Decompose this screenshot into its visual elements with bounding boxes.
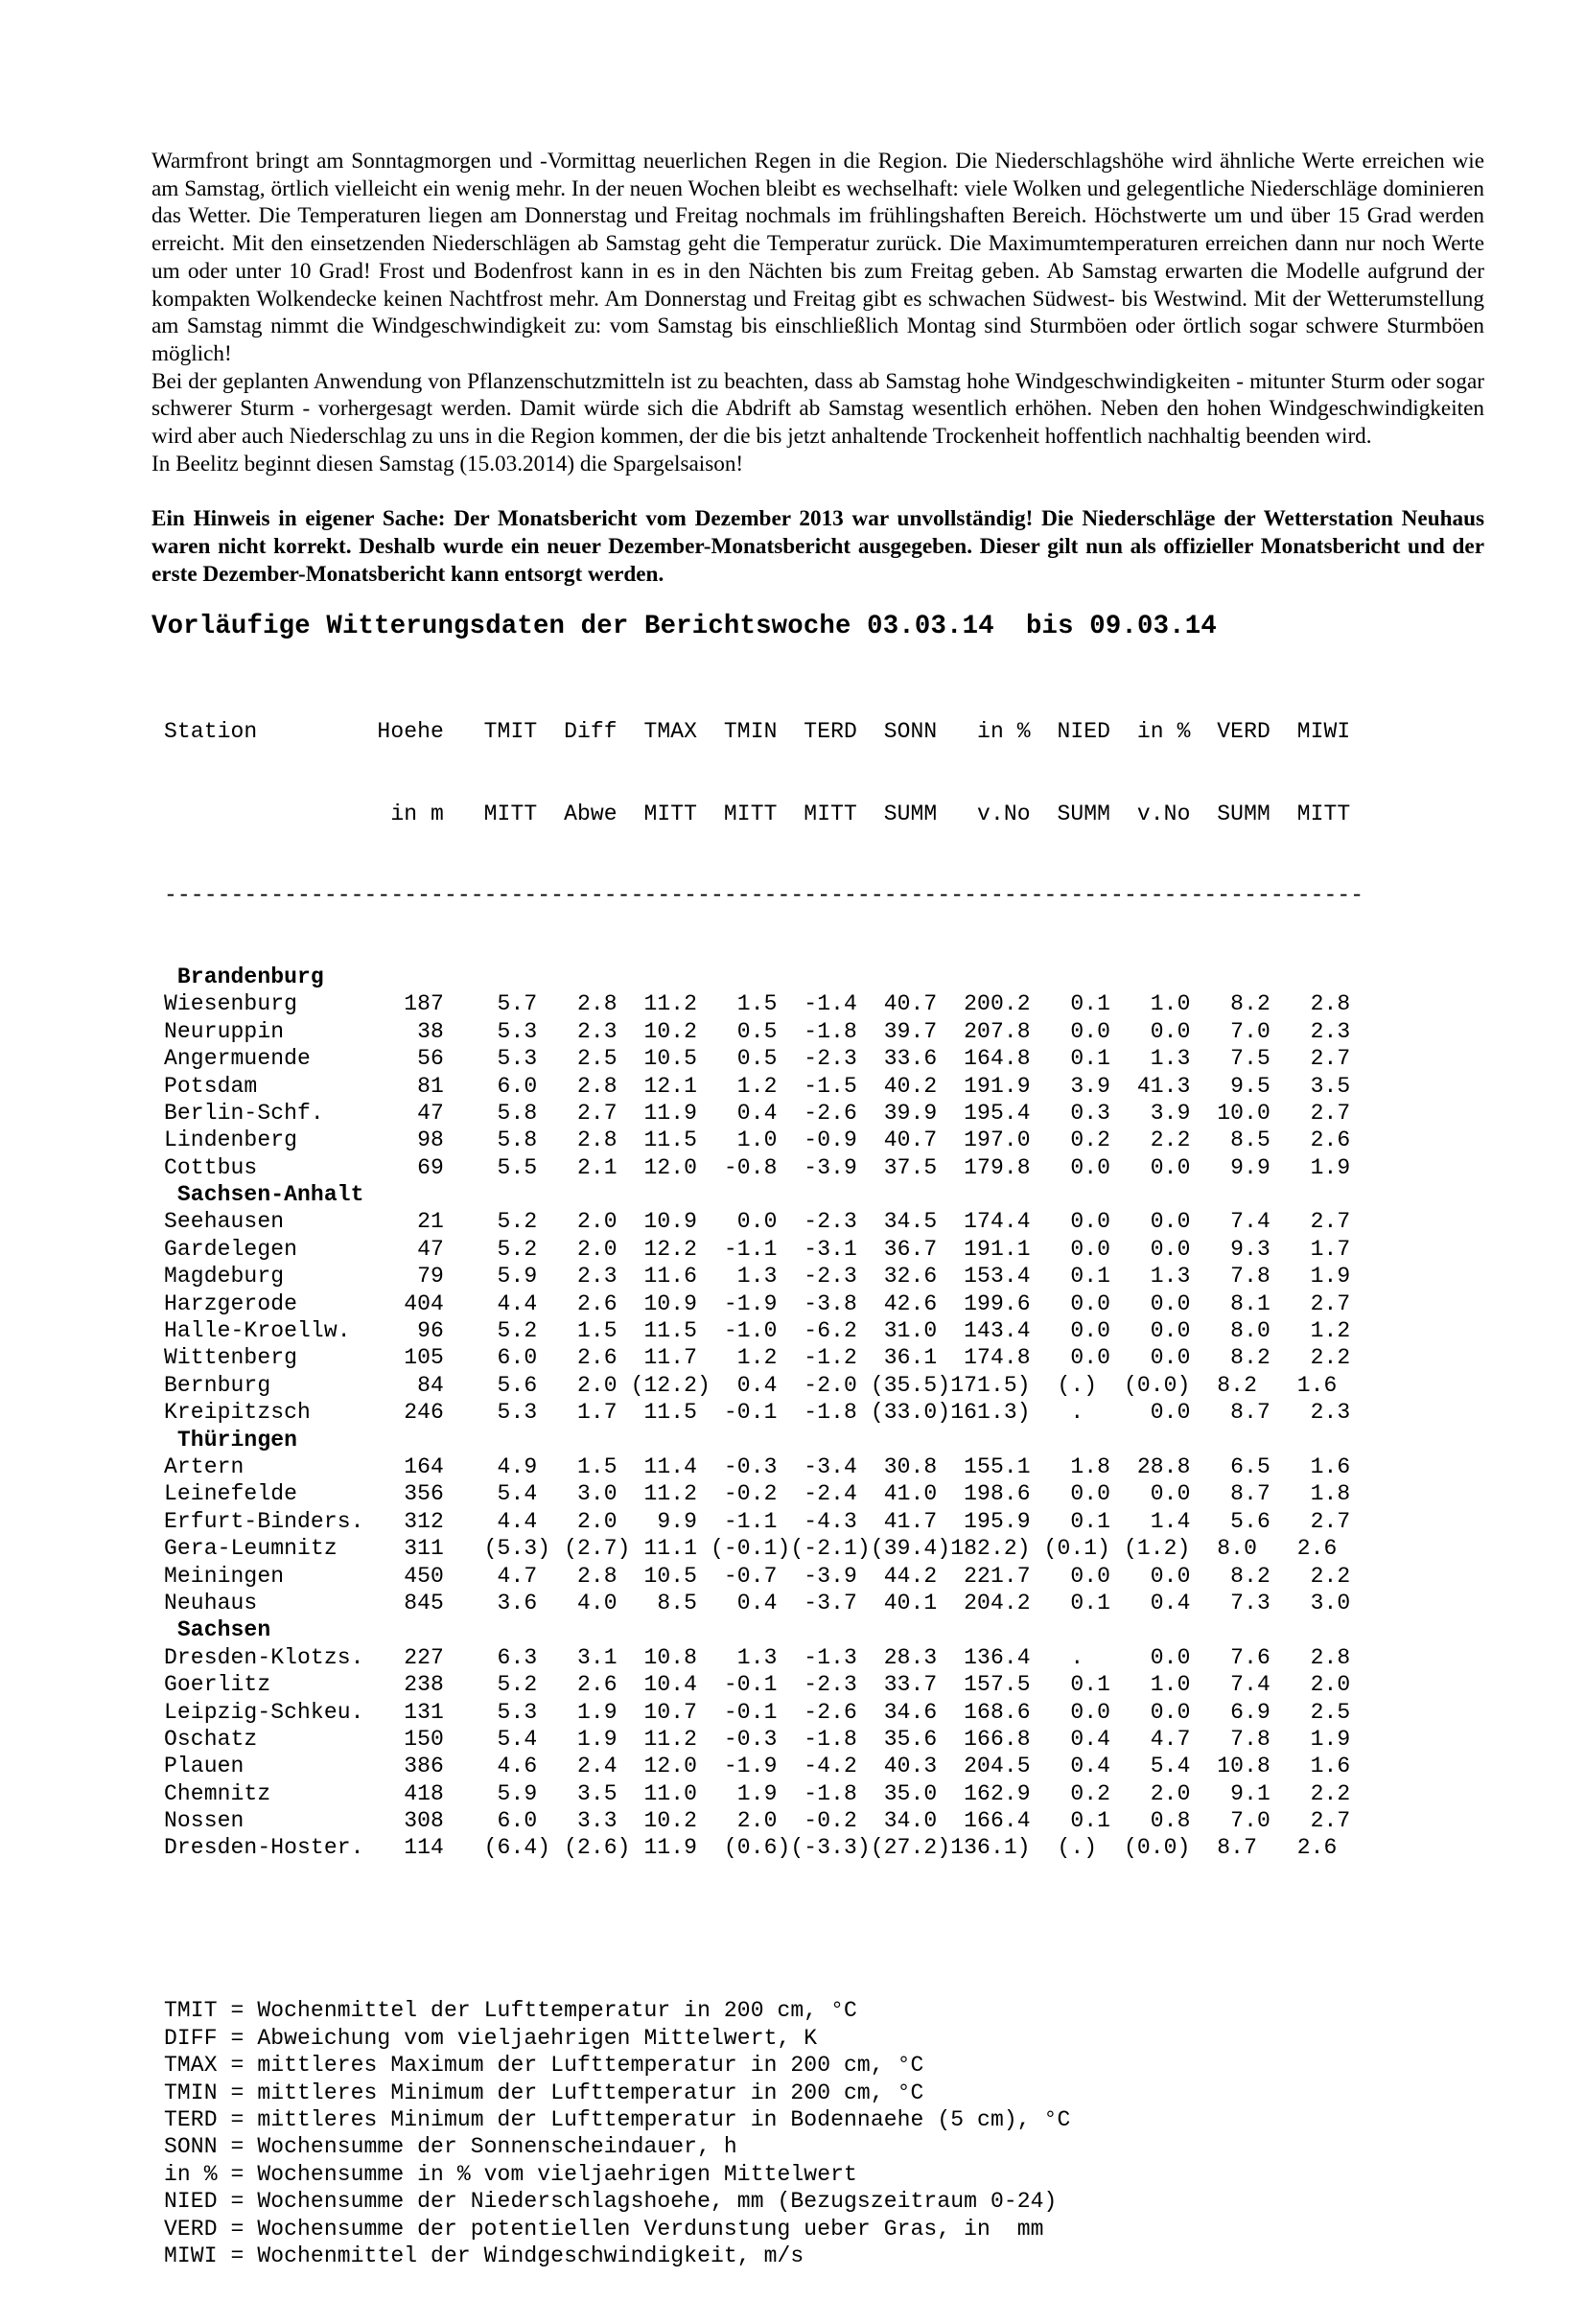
legend-item: SONN = Wochensumme der Sonnenscheindauer, h bbox=[164, 2134, 737, 2160]
table-row: Artern 164 4.9 1.5 11.4 -0.3 -3.4 30.8 155.1 1.8 28.8 6.5 1.6 bbox=[164, 1454, 1351, 1479]
table-row: Halle-Kroellw. 96 5.2 1.5 11.5 -1.0 -6.2 31.0 143.4 0.0 0.0 8.0 1.2 bbox=[164, 1318, 1351, 1344]
legend-item: DIFF = Abweichung vom vieljaehrigen Mittelwert, K bbox=[164, 2025, 818, 2051]
table-header-row-2: in m MITT Abwe MITT MITT MITT SUMM v.No SUMM v.No SUMM MITT bbox=[164, 801, 1351, 826]
table-header-row-1: Station Hoehe TMIT Diff TMAX TMIN TERD SONN in % NIED in % VERD MIWI bbox=[164, 719, 1351, 745]
table-row: Erfurt-Binders. 312 4.4 2.0 9.9 -1.1 -4.3 41.7 195.9 0.1 1.4 5.6 2.7 bbox=[164, 1508, 1351, 1534]
asparagus-season-paragraph: In Beelitz beginnt diesen Samstag (15.03.2014) die Spargelsaison! bbox=[152, 451, 744, 476]
document-page bbox=[152, 148, 1484, 2324]
table-row: Cottbus 69 5.5 2.1 12.0 -0.8 -3.9 37.5 179.8 0.0 0.0 9.9 1.9 bbox=[164, 1154, 1351, 1180]
table-row: Angermuende 56 5.3 2.5 10.5 0.5 -2.3 33.6 164.8 0.1 1.3 7.5 2.7 bbox=[164, 1046, 1351, 1072]
region-heading: Thüringen bbox=[164, 1427, 298, 1452]
plant-protection-paragraph: Bei der geplanten Anwendung von Pflanzenschutzmitteln ist zu beachten, dass ab Samstag hohe Windgeschwindigkeiten - mitunter Sturm oder sogar schwerer Sturm - vorhergesagt werden. Damit würde sich die Abdrift ab Samstag wesentlich erhöhen. Neben den hohen Windgeschwindigkeiten wird aber auch Niederschlag zu uns in die Region kommen, der die bis jetzt anhaltende Trockenheit hoffentlich nachhaltig beenden wird. bbox=[152, 368, 1484, 450]
table-title: Vorläufige Witterungsdaten der Berichtswoche 03.03.14 bis 09.03.14 bbox=[152, 611, 1217, 641]
weather-forecast-paragraph: Warmfront bringt am Sonntagmorgen und -Vormittag neuerlichen Regen in die Region. Die Niederschlagshöhe wird ähnliche Werte erreichen wie am Samstag, örtlich vielleicht ein wenig mehr. In der neuen Wochen bleibt es wechselhaft: viele Wolken und gelegentliche Niederschläge dominieren das Wetter. Die Temperaturen liegen am Donnerstag und Freitag nochmals im frühlingshaften Bereich. Höchstwerte um und über 15 Grad werden erreicht. Mit den einsetzenden Niederschlägen ab Samstag geht die Temperatur zurück. Die Maximumtemperaturen erreichen dann nur noch Werte um oder unter 10 Grad! Frost und Bodenfrost kann in es in den Nächten bis zum Freitag geben. Ab Samstag erwarten die Modelle aufgrund der kompakten Wolkendecke keinen Nachtfrost mehr. Am Donnerstag und Freitag gibt es schwachen Südwest- bis Westwind. Mit der Wetterumstellung am Samstag nimmt die Windgeschwindigkeit zu: vom Samstag bis einschließlich Montag sind Sturmböen oder örtlich sogar schwere Sturmböen möglich! bbox=[152, 149, 1484, 366]
table-row: Berlin-Schf. 47 5.8 2.7 11.9 0.4 -2.6 39.9 195.4 0.3 3.9 10.0 2.7 bbox=[164, 1100, 1351, 1126]
table-row: Neuruppin 38 5.3 2.3 10.2 0.5 -1.8 39.7 207.8 0.0 0.0 7.0 2.3 bbox=[164, 1018, 1351, 1044]
intro-text bbox=[152, 148, 1484, 477]
table-row: Oschatz 150 5.4 1.9 11.2 -0.3 -1.8 35.6 166.8 0.4 4.7 7.8 1.9 bbox=[164, 1726, 1351, 1752]
region-heading: Sachsen bbox=[164, 1617, 271, 1643]
table-row: Leinefelde 356 5.4 3.0 11.2 -0.2 -2.4 41.0 198.6 0.0 0.0 8.7 1.8 bbox=[164, 1481, 1351, 1507]
legend-item: TMAX = mittleres Maximum der Lufttemperatur in 200 cm, °C bbox=[164, 2053, 924, 2079]
table-row: Dresden-Klotzs. 227 6.3 3.1 10.8 1.3 -1.3 28.3 136.4 . 0.0 7.6 2.8 bbox=[164, 1644, 1351, 1670]
table-row: Goerlitz 238 5.2 2.6 10.4 -0.1 -2.3 33.7 157.5 0.1 1.0 7.4 2.0 bbox=[164, 1672, 1351, 1698]
table-row: Seehausen 21 5.2 2.0 10.9 0.0 -2.3 34.5 174.4 0.0 0.0 7.4 2.7 bbox=[164, 1209, 1351, 1235]
legend-item: in % = Wochensumme in % vom vieljaehrigen Mittelwert bbox=[164, 2161, 857, 2187]
table-row: Lindenberg 98 5.8 2.8 11.5 1.0 -0.9 40.7 197.0 0.2 2.2 8.5 2.6 bbox=[164, 1127, 1351, 1153]
table-row: Kreipitzsch 246 5.3 1.7 11.5 -0.1 -1.8 (33.0)161.3) . 0.0 8.7 2.3 bbox=[164, 1400, 1351, 1426]
table-row: Chemnitz 418 5.9 3.5 11.0 1.9 -1.8 35.0 162.9 0.2 2.0 9.1 2.2 bbox=[164, 1780, 1351, 1806]
table-row: Magdeburg 79 5.9 2.3 11.6 1.3 -2.3 32.6 153.4 0.1 1.3 7.8 1.9 bbox=[164, 1264, 1351, 1290]
table-row: Wiesenburg 187 5.7 2.8 11.2 1.5 -1.4 40.7 200.2 0.1 1.0 8.2 2.8 bbox=[164, 991, 1351, 1017]
table-row: Gera-Leumnitz 311 (5.3) (2.7) 11.1 (-0.1)(-2.1)(39.4)182.2) (0.1) (1.2) 8.0 2.6 bbox=[164, 1536, 1338, 1562]
table-body bbox=[164, 964, 1484, 1862]
notice-paragraph: Ein Hinweis in eigener Sache: Der Monatsbericht vom Dezember 2013 war unvollständig! Die Niederschläge der Wetterstation Neuhaus waren nicht korrekt. Deshalb wurde ein neuer Dezember-Monatsbericht ausgegeben. Dieser gilt nun als offizieller Monatsbericht und der erste Dezember-Monatsbericht kann entsorgt werden. bbox=[152, 506, 1484, 587]
table-row: Harzgerode 404 4.4 2.6 10.9 -1.9 -3.8 42.6 199.6 0.0 0.0 8.1 2.7 bbox=[164, 1290, 1351, 1316]
legend-item: MIWI = Wochenmittel der Windgeschwindigkeit, m/s bbox=[164, 2243, 804, 2268]
table-separator: ------------------------------------------------------------------------------------------ bbox=[164, 882, 1364, 908]
legend-item: TMIN = mittleres Minimum der Lufttemperatur in 200 cm, °C bbox=[164, 2080, 924, 2105]
legend-item: NIED = Wochensumme der Niederschlagshoehe, mm (Bezugszeitraum 0-24) bbox=[164, 2189, 1058, 2215]
table-row: Neuhaus 845 3.6 4.0 8.5 0.4 -3.7 40.1 204.2 0.1 0.4 7.3 3.0 bbox=[164, 1590, 1351, 1615]
table-row: Bernburg 84 5.6 2.0 (12.2) 0.4 -2.0 (35.5)171.5) (.) (0.0) 8.2 1.6 bbox=[164, 1372, 1338, 1398]
table-row: Dresden-Hoster. 114 (6.4) (2.6) 11.9 (0.6)(-3.3)(27.2)136.1) (.) (0.0) 8.7 2.6 bbox=[164, 1835, 1338, 1861]
legend bbox=[164, 1943, 1484, 2324]
table-row: Leipzig-Schkeu. 131 5.3 1.9 10.7 -0.1 -2.6 34.6 168.6 0.0 0.0 6.9 2.5 bbox=[164, 1699, 1351, 1725]
legend-item: TERD = mittleres Minimum der Lufttemperatur in Bodennaehe (5 cm), °C bbox=[164, 2107, 1071, 2133]
region-heading: Sachsen-Anhalt bbox=[164, 1182, 364, 1208]
table-row: Meiningen 450 4.7 2.8 10.5 -0.7 -3.9 44.2 221.7 0.0 0.0 8.2 2.2 bbox=[164, 1563, 1351, 1589]
weather-data-table bbox=[164, 664, 1484, 1917]
region-heading: Brandenburg bbox=[164, 964, 324, 989]
legend-item: TMIT = Wochenmittel der Lufttemperatur in 200 cm, °C bbox=[164, 1998, 857, 2024]
table-row: Nossen 308 6.0 3.3 10.2 2.0 -0.2 34.0 166.4 0.1 0.8 7.0 2.7 bbox=[164, 1808, 1351, 1834]
table-row: Plauen 386 4.6 2.4 12.0 -1.9 -4.2 40.3 204.5 0.4 5.4 10.8 1.6 bbox=[164, 1754, 1351, 1779]
legend-item: VERD = Wochensumme der potentiellen Verdunstung ueber Gras, in mm bbox=[164, 2216, 1044, 2242]
table-row: Potsdam 81 6.0 2.8 12.1 1.2 -1.5 40.2 191.9 3.9 41.3 9.5 3.5 bbox=[164, 1073, 1351, 1099]
table-row: Gardelegen 47 5.2 2.0 12.2 -1.1 -3.1 36.7 191.1 0.0 0.0 9.3 1.7 bbox=[164, 1236, 1351, 1262]
legend-body bbox=[164, 1997, 1484, 2269]
table-row: Wittenberg 105 6.0 2.6 11.7 1.2 -1.2 36.1 174.8 0.0 0.0 8.2 2.2 bbox=[164, 1345, 1351, 1371]
